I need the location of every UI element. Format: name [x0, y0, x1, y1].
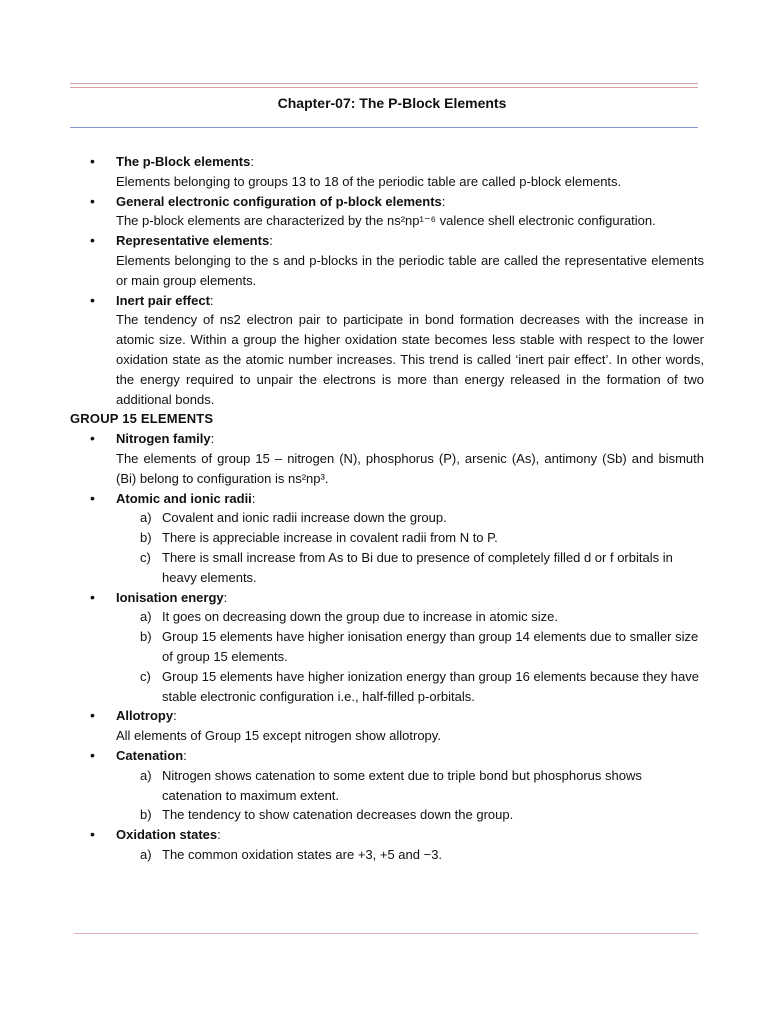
bullet-heading: The p-Block elements	[116, 154, 251, 169]
bullet-allotropy: • Allotropy: All elements of Group 15 except nitrogen show allotropy.	[70, 706, 704, 746]
header-rule-second	[70, 87, 698, 88]
bullet-heading: Representative elements	[116, 233, 270, 249]
item-label: b)	[140, 530, 152, 546]
bullet-ionisation-energy: • Ionisation energy:	[70, 588, 704, 608]
bullet-heading: Atomic and ionic radii	[116, 490, 252, 506]
list-item	[70, 508, 704, 528]
bullet-heading: Nitrogen family	[116, 431, 211, 447]
item-text: It goes on decreasing down the group due to increase in atomic size.	[162, 609, 559, 625]
bullet-heading: Allotropy	[116, 708, 174, 724]
item-text: The tendency to show catenation decreases down the group.	[162, 807, 514, 823]
bullet-oxidation-states: • Oxidation states:	[70, 825, 704, 845]
bullet-p-block-elements: • The p-Block elements: Elements belonging to groups 13 to 18 of the periodic table are called p-block elements.	[70, 152, 704, 192]
title-underline	[70, 127, 698, 128]
page-title: Chapter-07: The P-Block Elements	[277, 95, 507, 111]
bullet-atomic-ionic-radii: • Atomic and ionic radii:	[70, 489, 704, 509]
item-label: a)	[140, 767, 152, 783]
bullet-text: The p-block elements are characterized by the ns²np¹⁻⁶ valence shell electronic configuration.	[116, 213, 656, 229]
list-item	[70, 627, 704, 667]
item-text: Covalent and ionic radii increase down the group.	[162, 510, 447, 526]
item-label: c)	[140, 549, 151, 565]
item-label: b)	[140, 629, 152, 645]
item-text: Group 15 elements have higher ionisation energy than group 14 elements due to smaller size of group 15 elements.	[162, 629, 699, 664]
bullet-heading: Inert pair effect	[116, 292, 210, 308]
list-item	[70, 528, 704, 548]
item-label: b)	[140, 807, 152, 823]
bullet-heading: General electronic configuration of p-block elements	[116, 193, 442, 209]
header-rule-top	[70, 83, 698, 84]
bullet-inert-pair-effect: • Inert pair effect: The tendency of ns2 electron pair to participate in bond formation decreases with the increase in atomic size. Within a group the higher oxidation state becomes less stable with respect to the lower oxidation state as the atomic number increases. This trend is called ‘inert pair effect’. In other words, the energy required to unpair the electrons is more than energy released in the formation of two additional bonds.	[70, 291, 704, 410]
item-label: c)	[140, 668, 151, 684]
bullet-representative-elements: • Representative elements: Elements belonging to the s and p-blocks in the periodic table are called the representative elements or main group elements.	[70, 231, 704, 290]
section-heading-group-15: GROUP 15 ELEMENTS	[70, 411, 214, 427]
bullet-catenation: • Catenation:	[70, 746, 704, 766]
bullet-text: The tendency of ns2 electron pair to participate in bond formation decreases with the increase in atomic size. Within a group the higher oxidation state becomes less stable with respect to the lower oxidation state as the atomic number increases. This trend is called ‘inert pair effect’. In other words, the energy required to unpair the electrons is more than energy released in the formation of two additional bonds.	[116, 312, 704, 407]
item-text: Nitrogen shows catenation to some extent due to triple bond but phosphorus shows catenation to maximum extent.	[162, 767, 642, 803]
list-item	[70, 845, 704, 865]
bullet-text: All elements of Group 15 except nitrogen show allotropy.	[116, 728, 441, 744]
bullet-heading: Ionisation energy	[116, 589, 224, 605]
list-item	[70, 805, 704, 825]
bullet-text: Elements belonging to the s and p-blocks in the periodic table are called the representative elements or main group elements.	[116, 252, 704, 288]
item-text: The common oxidation states are +3, +5 and −3.	[162, 846, 443, 862]
bullet-heading: Catenation	[116, 747, 184, 763]
bullet-general-configuration: • General electronic configuration of p-block elements: The p-block elements are characterized by the ns²np¹⁻⁶ valence shell electronic configuration.	[70, 192, 704, 232]
list-item	[70, 667, 704, 707]
item-label: a)	[140, 510, 152, 526]
list-item	[70, 548, 704, 588]
bullet-heading: Oxidation states	[116, 827, 218, 843]
document-body	[70, 152, 704, 865]
bullet-nitrogen-family: • Nitrogen family: The elements of group 15 – nitrogen (N), phosphorus (P), arsenic (As), antimony (Sb) and bismuth (Bi) belong to configuration is ns²np³.	[70, 429, 704, 488]
item-text: There is small increase from As to Bi due to presence of completely filled d or f orbitals in heavy elements.	[162, 549, 673, 585]
bullet-text: Elements belonging to groups 13 to 18 of the periodic table are called p-block elements.	[116, 173, 622, 189]
item-text: Group 15 elements have higher ionization energy than group 16 elements because they have stable electronic configuration i.e., half-filled p-orbitals.	[162, 668, 699, 704]
bullet-text: The elements of group 15 – nitrogen (N), phosphorus (P), arsenic (As), antimony (Sb) and bismuth (Bi) belong to configuration is ns²np³.	[116, 450, 704, 486]
item-label: a)	[140, 846, 152, 862]
footer-rule	[74, 933, 698, 934]
list-item	[70, 766, 704, 806]
item-text: There is appreciable increase in covalent radii from N to P.	[162, 530, 498, 546]
item-label: a)	[140, 609, 152, 625]
list-item	[70, 607, 704, 627]
